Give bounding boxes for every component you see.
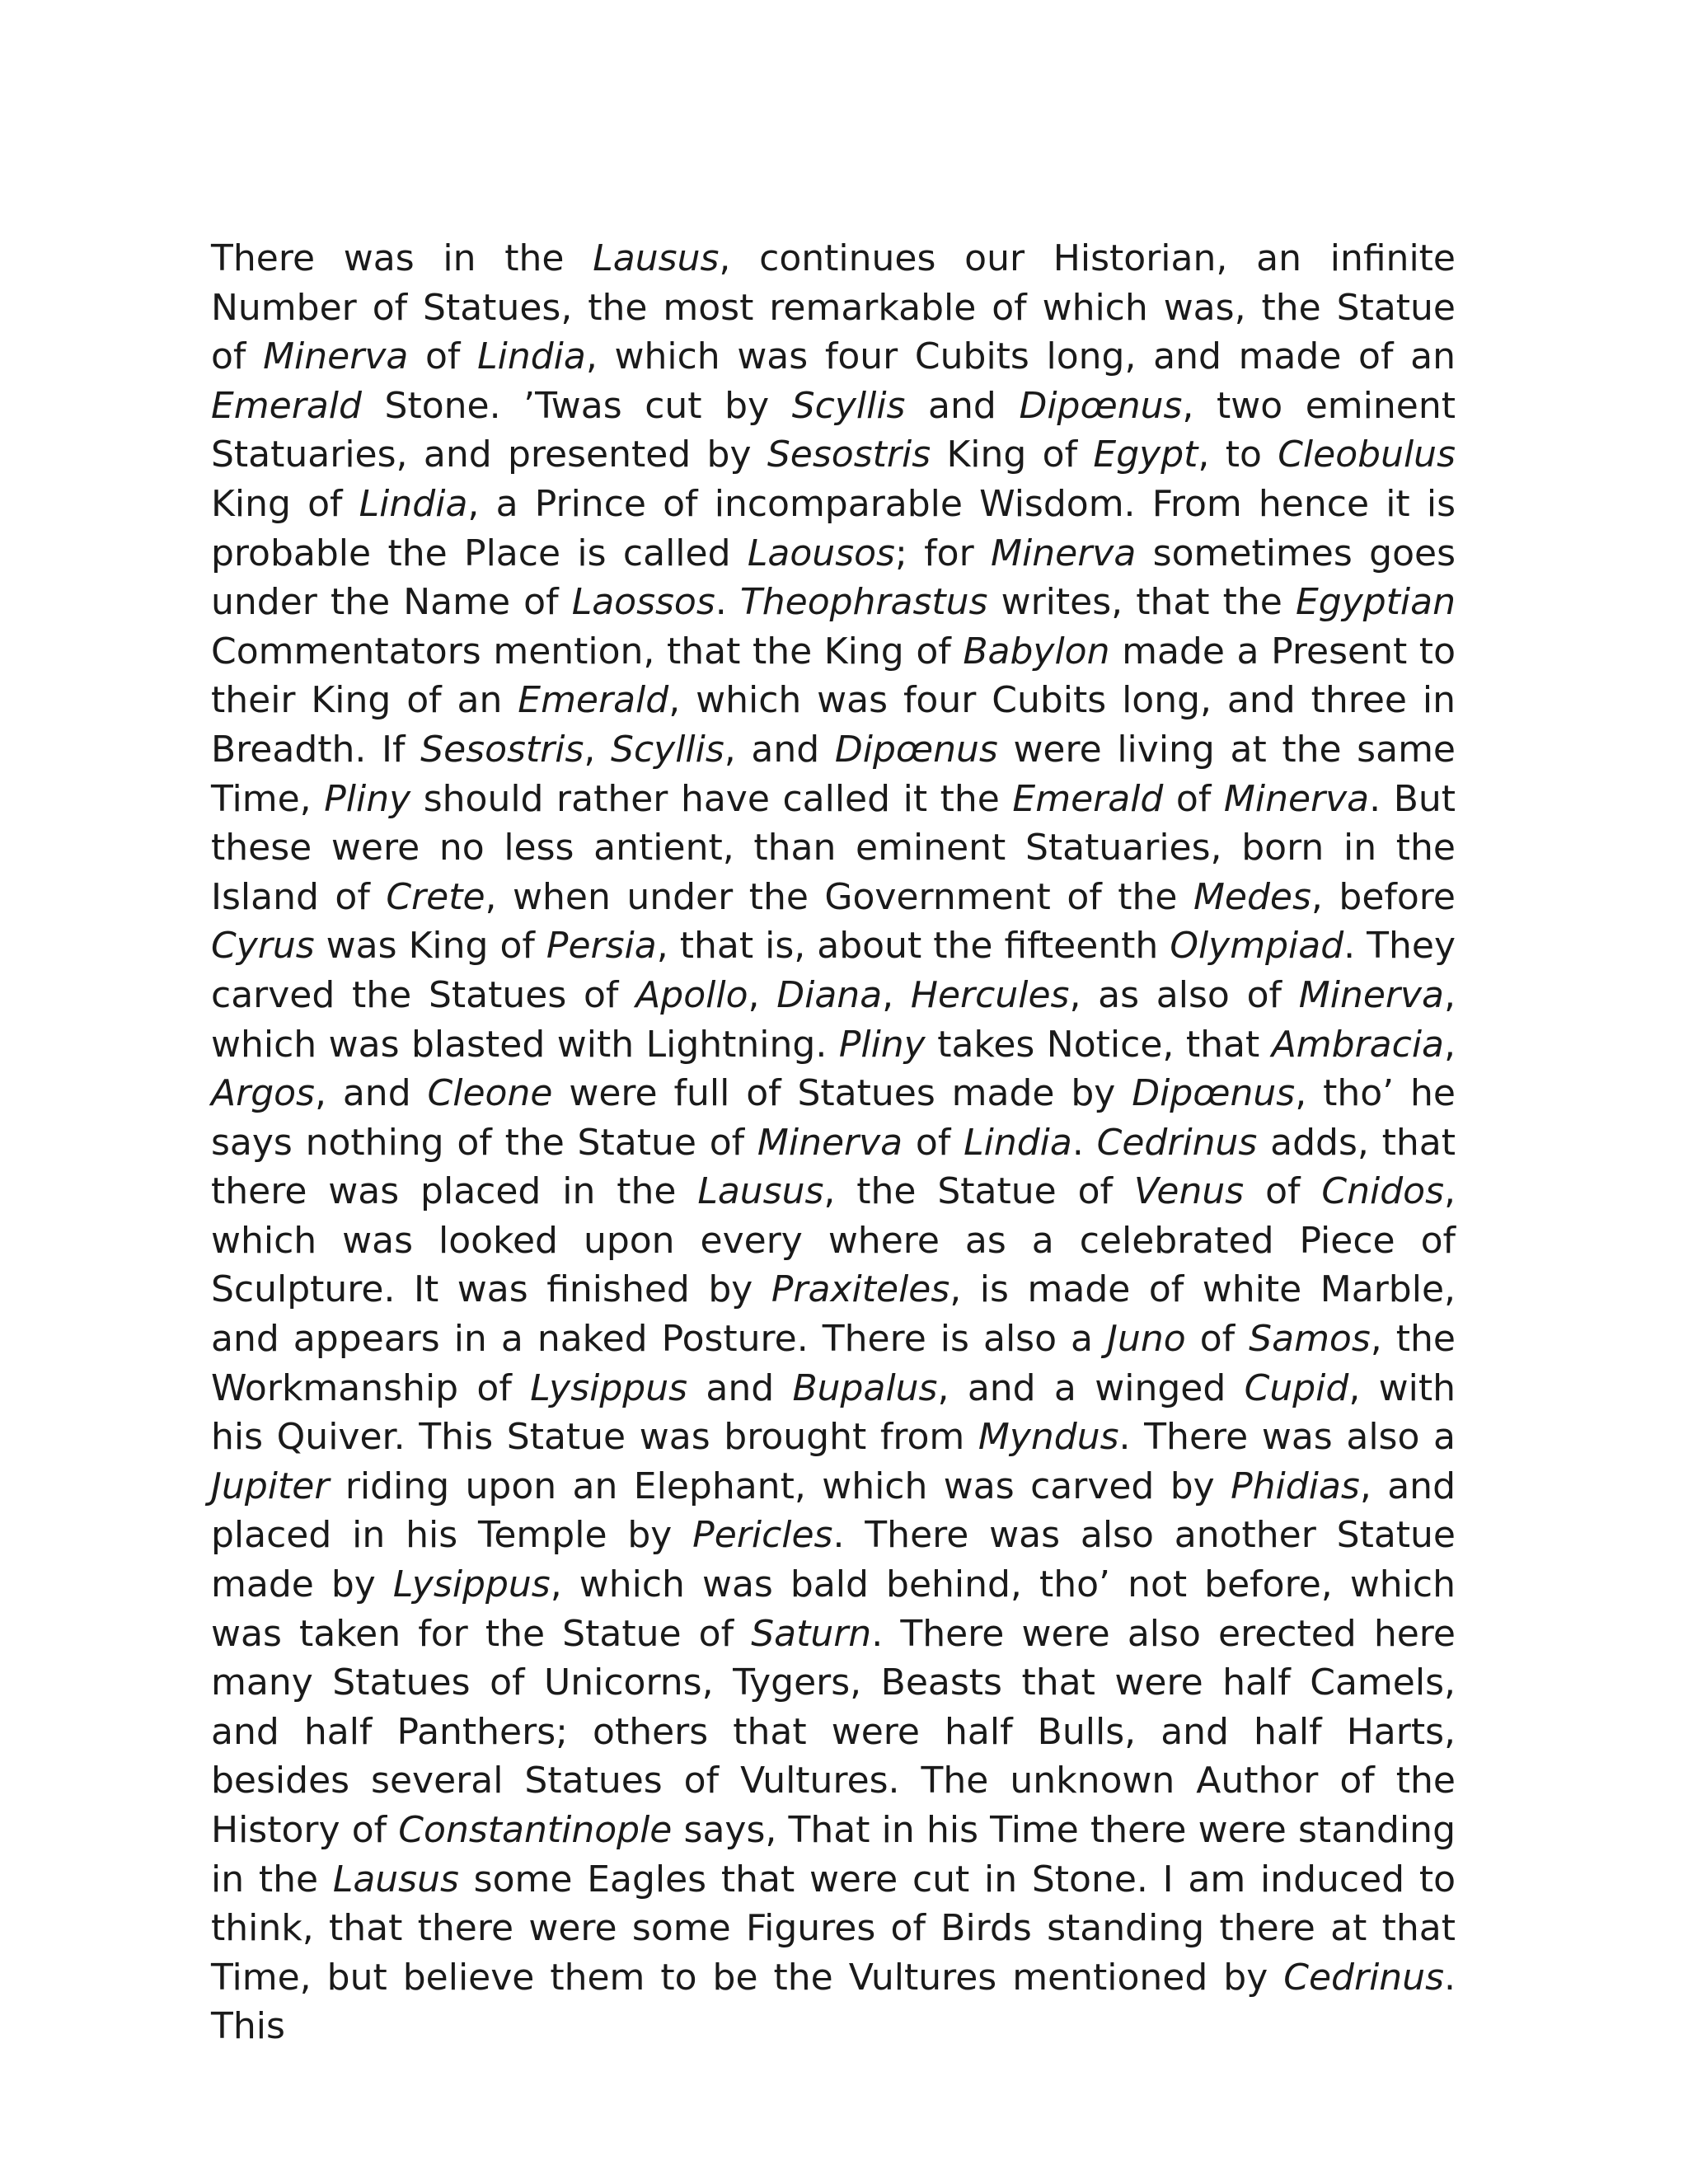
text-run: some Eagles that were cut in Stone. I am induced to think, that there were some Figures of Birds standing there at that Time, but believe them to be the Vultures mentioned by bbox=[211, 1858, 1456, 1999]
italic-term: Constantinople bbox=[398, 1809, 673, 1851]
italic-term: Lysippus bbox=[530, 1366, 688, 1409]
text-run: There was in the bbox=[211, 237, 593, 279]
italic-term: Saturn bbox=[751, 1612, 872, 1655]
italic-term: Praxiteles bbox=[771, 1268, 950, 1311]
text-run: , bbox=[748, 973, 777, 1016]
text-run: , tho’ he says nothing of the Statue of bbox=[211, 1072, 1456, 1164]
text-run: Commentators mention, that the King of bbox=[211, 630, 964, 673]
text-run: , bbox=[882, 973, 911, 1016]
italic-term: Emerald bbox=[1012, 777, 1164, 820]
text-run: . But these were no less antient, than eminent Statuaries, born in the Island of bbox=[211, 777, 1456, 918]
text-run: King of bbox=[211, 482, 359, 525]
italic-term: Dipœnus bbox=[1019, 384, 1183, 427]
italic-term: Minerva bbox=[1223, 777, 1370, 820]
text-run: adds, that there was placed in the bbox=[211, 1121, 1456, 1213]
text-run: says, That in his Time there were standing in the bbox=[211, 1809, 1456, 1900]
italic-term: Cnidos bbox=[1321, 1170, 1444, 1213]
text-run: , that is, about the fifteenth bbox=[656, 925, 1170, 968]
italic-term: Theophrastus bbox=[739, 581, 988, 624]
text-run: , which was blasted with Lightning. bbox=[211, 973, 1456, 1066]
text-run: , as also of bbox=[1069, 973, 1299, 1016]
italic-term: Cyrus bbox=[211, 925, 315, 968]
text-run: . There were also erected here many Statues of Unicorns, Tygers, Beasts that were half Camels, and half Panthers; others that were half Bulls, and half Harts, besides several Statues of Vultures. The unknown Author of the History of bbox=[211, 1612, 1456, 1851]
italic-term: Pericles bbox=[692, 1514, 833, 1557]
text-run: , two eminent Statuaries, and presented by bbox=[211, 384, 1456, 476]
italic-term: Cupid bbox=[1244, 1366, 1349, 1409]
italic-term: Crete bbox=[386, 875, 485, 918]
text-run: , continues our Historian, an infinite Number of Statues, the most remarkable of which was, the Statue of bbox=[211, 237, 1456, 378]
italic-term: Laousos bbox=[747, 532, 895, 574]
italic-term: Emerald bbox=[211, 384, 362, 427]
italic-term: Jupiter bbox=[211, 1465, 330, 1507]
text-run: , and bbox=[314, 1072, 428, 1115]
italic-term: Minerva bbox=[991, 532, 1137, 574]
text-run: , and bbox=[724, 728, 835, 771]
text-run: , which was four Cubits long, and made of an bbox=[585, 335, 1456, 378]
text-run: , which was looked upon every where as a celebrated Piece of Sculpture. It was finished by bbox=[211, 1170, 1456, 1311]
italic-term: Venus bbox=[1133, 1170, 1245, 1213]
italic-term: Minerva bbox=[757, 1121, 903, 1164]
text-run: . They carved the Statues of bbox=[211, 925, 1456, 1016]
text-run: were full of Statues made by bbox=[552, 1072, 1132, 1115]
text-run: riding upon an Elephant, which was carved by bbox=[329, 1465, 1231, 1507]
italic-term: Myndus bbox=[978, 1416, 1119, 1459]
italic-term: Cleobulus bbox=[1278, 434, 1456, 476]
italic-term: Cedrinus bbox=[1096, 1121, 1258, 1164]
text-run: , to bbox=[1198, 434, 1278, 476]
text-run: , and a winged bbox=[937, 1366, 1245, 1409]
text-run: and bbox=[905, 384, 1020, 427]
italic-term: Pliny bbox=[838, 1023, 926, 1066]
text-run: takes Notice, that bbox=[925, 1023, 1272, 1066]
text-run: made a Present to their King of an bbox=[211, 630, 1456, 722]
text-run: . There was also another Statue made by bbox=[211, 1514, 1456, 1606]
body-paragraph bbox=[211, 234, 1456, 2051]
italic-term: Lysippus bbox=[392, 1563, 551, 1606]
italic-term: Scyllis bbox=[611, 728, 724, 771]
text-run: sometimes goes under the Name of bbox=[211, 532, 1456, 624]
italic-term: Medes bbox=[1193, 875, 1311, 918]
text-run: , which was four Cubits long, and three in Breadth. If bbox=[211, 679, 1456, 771]
text-run: . This bbox=[211, 1956, 1456, 2048]
italic-term: Lindia bbox=[477, 335, 586, 378]
text-run: and bbox=[687, 1366, 793, 1409]
italic-term: Juno bbox=[1107, 1318, 1186, 1361]
text-run: , and placed in his Temple by bbox=[211, 1465, 1456, 1557]
italic-term: Diana bbox=[776, 973, 883, 1016]
text-run: , the Workmanship of bbox=[211, 1318, 1456, 1409]
italic-term: Phidias bbox=[1231, 1465, 1360, 1507]
italic-term: Dipœnus bbox=[834, 728, 998, 771]
text-run: . bbox=[715, 581, 740, 624]
italic-term: Sesostris bbox=[767, 434, 931, 476]
text-run: , the Statue of bbox=[823, 1170, 1134, 1213]
italic-term: Lausus bbox=[332, 1858, 459, 1900]
italic-term: Dipœnus bbox=[1132, 1072, 1296, 1115]
text-run: should rather have called it the bbox=[410, 777, 1013, 820]
text-run: , which was bald behind, tho’ not before, which was taken for the Statue of bbox=[211, 1563, 1456, 1655]
text-run: , a Prince of incomparable Wisdom. From hence it is probable the Place is called bbox=[211, 482, 1456, 574]
italic-term: Hercules bbox=[910, 973, 1070, 1016]
italic-term: Apollo bbox=[635, 973, 748, 1016]
italic-term: Emerald bbox=[518, 679, 669, 722]
text-run: ; for bbox=[894, 532, 992, 574]
italic-term: Lausus bbox=[697, 1170, 824, 1213]
text-run: , is made of white Marble, and appears in a naked Posture. There is also a bbox=[211, 1268, 1456, 1361]
text-run: Stone. ’Twas cut by bbox=[361, 384, 792, 427]
italic-term: Persia bbox=[546, 925, 657, 968]
text-run: was King of bbox=[314, 925, 546, 968]
italic-term: Olympiad bbox=[1170, 925, 1344, 968]
text-run: , when under the Government of the bbox=[485, 875, 1193, 918]
italic-term: Minerva bbox=[263, 335, 409, 378]
italic-term: Babylon bbox=[963, 630, 1110, 673]
text-run: , bbox=[584, 728, 612, 771]
italic-term: Lausus bbox=[593, 237, 720, 279]
text-run: , bbox=[1444, 1023, 1456, 1066]
italic-term: Pliny bbox=[324, 777, 411, 820]
italic-term: Lindia bbox=[964, 1121, 1072, 1164]
italic-term: Bupalus bbox=[792, 1366, 938, 1409]
text-run: were living at the same Time, bbox=[211, 728, 1456, 820]
text-run: King of bbox=[931, 434, 1094, 476]
italic-term: Samos bbox=[1249, 1318, 1371, 1361]
italic-term: Laossos bbox=[571, 581, 715, 624]
italic-term: Cedrinus bbox=[1283, 1956, 1444, 1999]
italic-term: Argos bbox=[211, 1072, 315, 1115]
text-run: of bbox=[408, 335, 478, 378]
italic-term: Cleone bbox=[427, 1072, 553, 1115]
text-run: of bbox=[1163, 777, 1224, 820]
italic-term: Scyllis bbox=[791, 384, 906, 427]
text-run: . There was also a bbox=[1118, 1416, 1456, 1459]
italic-term: Egypt bbox=[1093, 434, 1198, 476]
italic-term: Minerva bbox=[1298, 973, 1444, 1016]
italic-term: Lindia bbox=[359, 482, 468, 525]
text-run: . bbox=[1071, 1121, 1097, 1164]
text-run: of bbox=[903, 1121, 964, 1164]
text-run: writes, that the bbox=[987, 581, 1296, 624]
italic-term: Ambracia bbox=[1271, 1023, 1445, 1066]
italic-term: Egyptian bbox=[1295, 581, 1456, 624]
italic-term: Sesostris bbox=[420, 728, 584, 771]
text-run: , with his Quiver. This Statue was brought from bbox=[211, 1366, 1456, 1459]
text-run: of bbox=[1244, 1170, 1322, 1213]
text-run: of bbox=[1185, 1318, 1250, 1361]
text-run: , before bbox=[1311, 875, 1456, 918]
